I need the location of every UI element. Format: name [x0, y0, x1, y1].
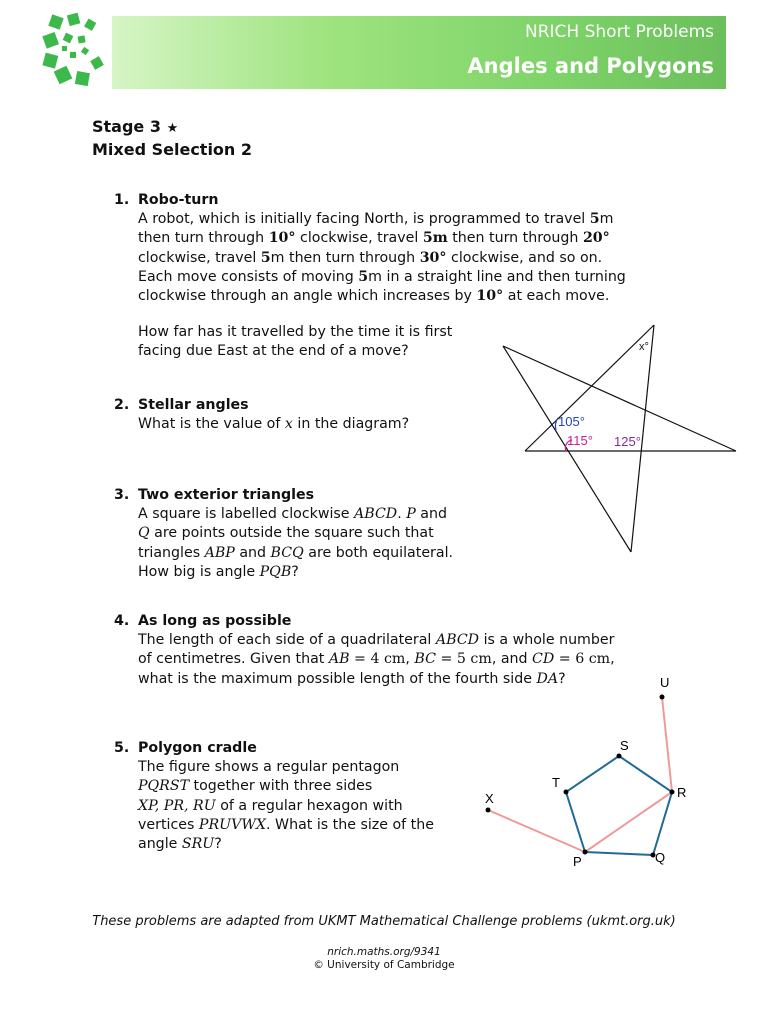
problem-4: 4. As long as possible The length of each side of a quadrilateral ABCD is a whole number of centimetres. Given that AB = 4 cm, BC = 5 cm, and CD = 6 cm, what is the maximum possible length of the fourth side DA?: [114, 612, 615, 689]
point-t: [564, 790, 569, 795]
label-q: Q: [655, 850, 666, 865]
point-s: [617, 754, 622, 759]
problem-2: 2. Stellar angles What is the value of x in the diagram?: [114, 396, 409, 434]
hexagon-side-ru: [662, 697, 672, 792]
problem-title: Robo-turn: [138, 192, 219, 208]
angle-label-105: 105°: [558, 414, 585, 429]
point-p: [583, 850, 588, 855]
selection-title: Mixed Selection 2: [92, 140, 253, 159]
label-p: P: [573, 854, 582, 869]
footer-url: nrich.maths.org/9341: [327, 946, 441, 958]
angle-label-125: 125°: [614, 434, 641, 449]
problem-title: Two exterior triangles: [138, 487, 315, 503]
label-t: T: [552, 775, 560, 790]
stage-label: Stage 3: [92, 117, 161, 136]
pentagon-diagram: [480, 672, 695, 872]
hexagon-side-pr: [585, 792, 672, 852]
problem-text: The length of each side of a quadrilateral ABCD is a whole number of centimetres. Given that AB = 4 cm, BC = 5 cm, and CD = 6 cm, what is the maximum possible length of the fourth side DA?: [138, 632, 615, 687]
problem-title: As long as possible: [138, 613, 292, 629]
nrich-logo: [42, 14, 112, 88]
problem-3: 3. Two exterior triangles A square is labelled clockwise ABCD. P and Q are points outside the square such that triangles ABP and BCQ are both equilateral. How big is angle PQB?: [114, 486, 453, 582]
point-x: [486, 808, 491, 813]
point-u: [660, 695, 665, 700]
label-u: U: [660, 675, 670, 690]
stage-heading: [92, 116, 252, 160]
angle-label-x: x°: [639, 341, 649, 353]
footer-copyright: © University of Cambridge: [313, 959, 455, 971]
problem-1: 1. Robo-turn A robot, which is initially facing North, is programmed to travel 5m then turn through 10° clockwise, travel 5m then turn through 20° clockwise, travel 5m then turn through 30° clockwise, and so on. Each move consists of moving 5m in a straight line and then turning clockwise through an angle which increases by 10° at each move. How far has it travelled by the time it is first facing due East at the end of a move?: [114, 191, 626, 362]
footer-credits: [0, 946, 768, 972]
problem-text: The figure shows a regular pentagon PQRST together with three sides XP, PR, RU of a regular hexagon with vertices PRUVWX. What is the size of the angle SRU?: [138, 759, 434, 853]
pentagon: [566, 756, 672, 855]
label-s: S: [620, 738, 629, 753]
problem-title: Stellar angles: [138, 397, 249, 413]
header-banner: [112, 16, 726, 89]
angle-label-115: 115°: [567, 433, 593, 448]
topic-title: Angles and Polygons: [467, 54, 714, 78]
site-name: NRICH Short Problems: [525, 22, 714, 42]
problem-5: 5. Polygon cradle The figure shows a regular pentagon PQRST together with three sides XP, PR, RU of a regular hexagon with vertices PRUVWX. What is the size of the angle SRU?: [114, 739, 434, 854]
star-diagram: [500, 320, 745, 560]
star-icon: ★: [166, 121, 179, 136]
star-line: [503, 346, 631, 552]
problem-title: Polygon cradle: [138, 740, 257, 756]
problem-text: A square is labelled clockwise ABCD. P and Q are points outside the square such that triangles ABP and BCQ are both equilateral. How big is angle PQB?: [138, 506, 454, 580]
problem-text: A robot, which is initially facing North, is programmed to travel 5m then turn through 10° clockwise, travel 5m then turn through 20° clockwise, travel 5m then turn through 30° clockwise, and so on. Each move consists of moving 5m in a straight line and then turning clockwise through an angle which increases by 10° at each move. How far has it travelled by the time it is first facing due East at the end of a move?: [138, 211, 626, 360]
label-x: X: [485, 791, 494, 806]
problem-text: What is the value of x in the diagram?: [138, 416, 410, 433]
hexagon-side-xp: [488, 810, 585, 852]
label-r: R: [677, 785, 687, 800]
source-note: These problems are adapted from UKMT Mathematical Challenge problems (ukmt.org.uk): [92, 914, 676, 929]
point-r: [670, 790, 675, 795]
